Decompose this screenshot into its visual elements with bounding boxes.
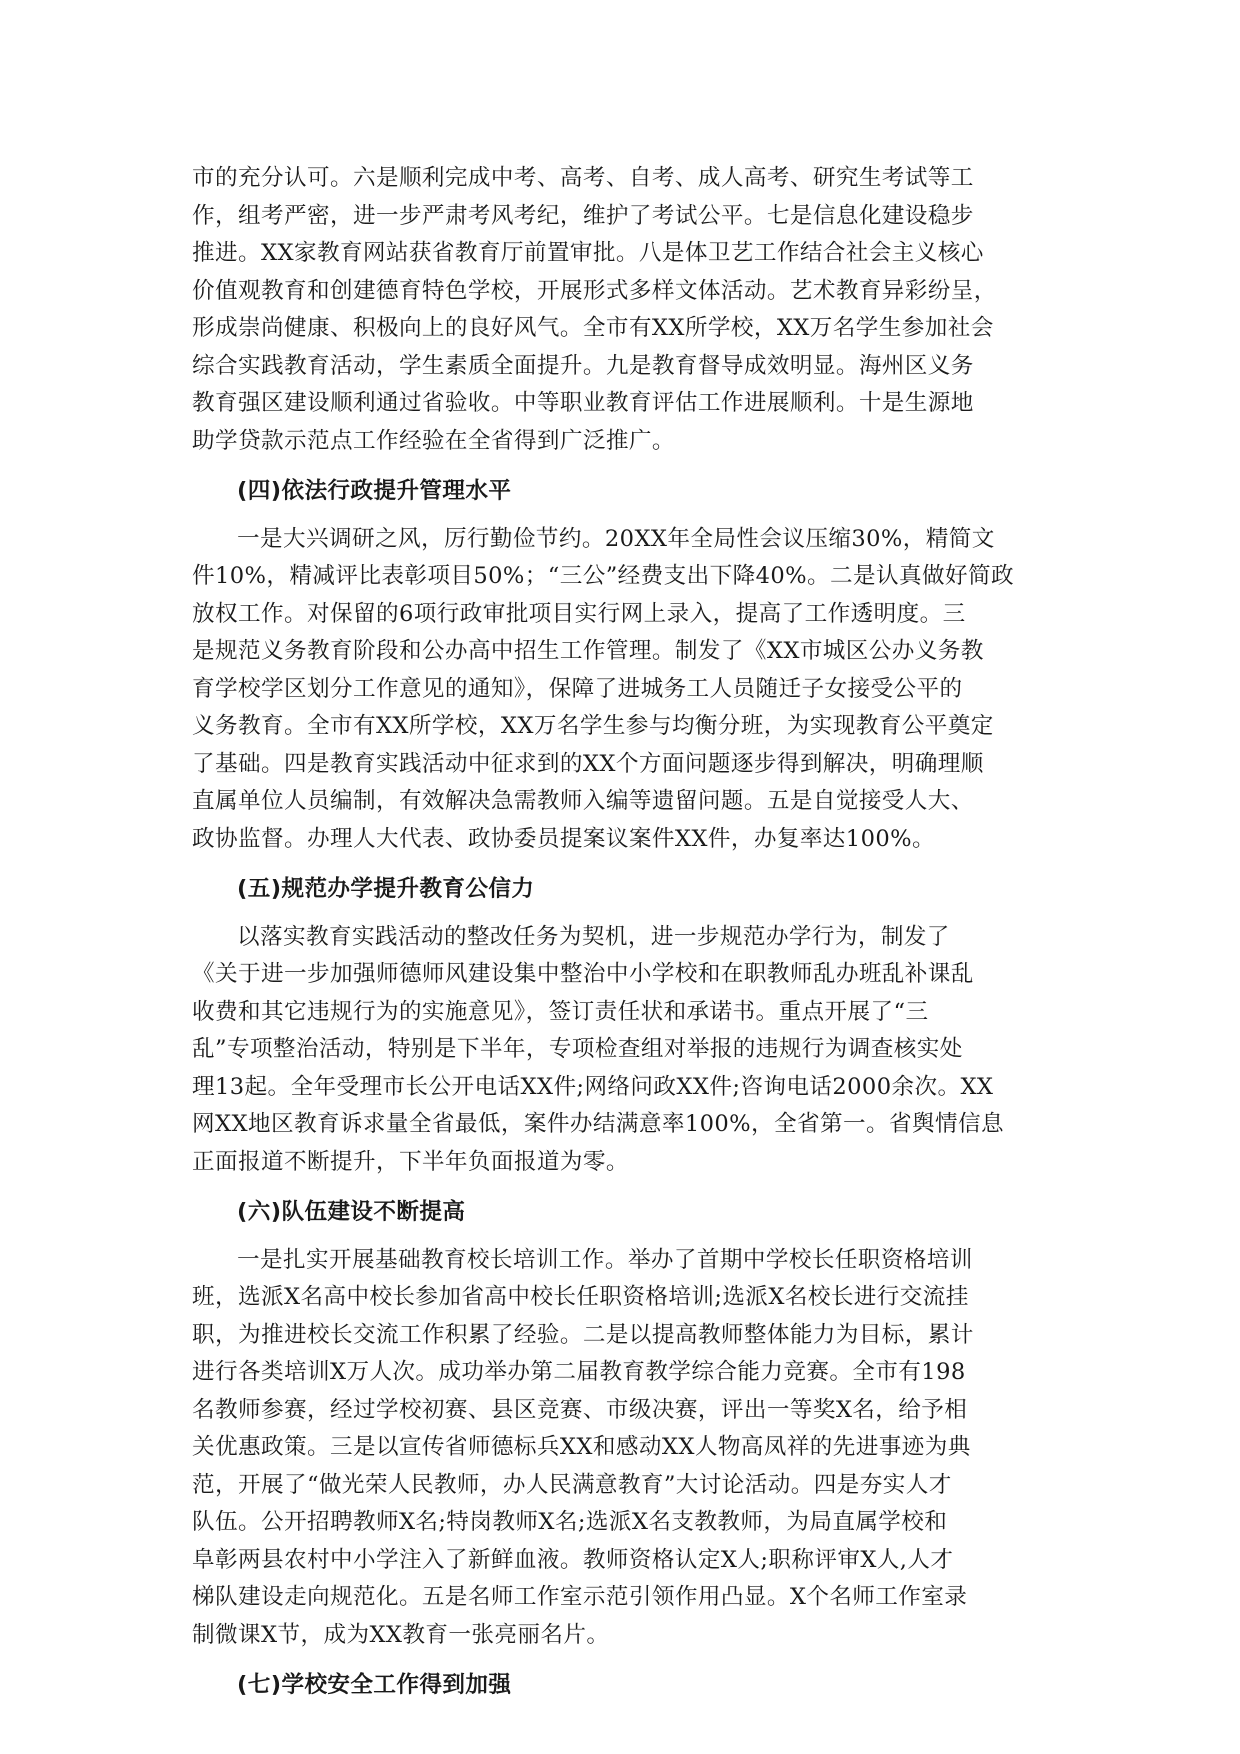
text-line: 形成崇尚健康、积极向上的良好风气。全市有XX所学校，XX万名学生参加社会 — [192, 315, 994, 341]
text-line: 进行各类培训X万人次。成功举办第二届教育教学综合能力竞赛。全市有198 — [192, 1359, 966, 1385]
text-line: 助学贷款示范点工作经验在全省得到广泛推广。 — [192, 427, 675, 454]
text-line: 作，组考严密，进一步严肃考风考纪，维护了考试公平。七是信息化建设稳步 — [192, 202, 974, 229]
text-line: 是规范义务教育阶段和公办高中招生工作管理。制发了《XX市城区公办义务教 — [192, 638, 984, 664]
text-line: 正面报道不断提升，下半年负面报道为零。 — [192, 1148, 629, 1175]
section-heading-6: (六)队伍建设不断提高 — [237, 1199, 466, 1225]
text-line: 收费和其它违规行为的实施意见》，签订责任状和承诺书。重点开展了“三 — [192, 998, 929, 1025]
text-line: 乱”专项整治活动，特别是下半年，专项检查组对举报的违规行为调查核实处 — [192, 1036, 963, 1062]
paragraph-section-4 — [192, 521, 1052, 859]
text-line: 职，为推进校长交流工作积累了经验。二是以提高教师整体能力为目标，累计 — [192, 1321, 974, 1348]
paragraph-section-5 — [192, 919, 1052, 1182]
text-line: 市的充分认可。六是顺利完成中考、高考、自考、成人高考、研究生考试等工 — [192, 165, 974, 191]
text-line: 队伍。公开招聘教师X名;特岗教师X名;选派X名支教教师，为局直属学校和 — [192, 1509, 948, 1535]
section-heading-4: (四)依法行政提升管理水平 — [237, 478, 512, 504]
text-line: 梯队建设走向规范化。五是名师工作室示范引领作用凸显。X个名师工作室录 — [192, 1584, 968, 1610]
text-line: 价值观教育和创建德育特色学校，开展形式多样文体活动。艺术教育异彩纷呈， — [192, 277, 997, 304]
text-line: 直属单位人员编制，有效解决急需教师入编等遗留问题。五是自觉接受人大、 — [192, 788, 974, 814]
text-line: 以落实教育实践活动的整改任务为契机，进一步规范办学行为，制发了 — [237, 923, 950, 950]
text-line: 教育强区建设顺利通过省验收。中等职业教育评估工作进展顺利。十是生源地 — [192, 390, 974, 416]
document-page — [192, 160, 1052, 1705]
section-heading-7: (七)学校安全工作得到加强 — [237, 1672, 512, 1698]
text-line: 政协监督。办理人大代表、政协委员提案议案件XX件，办复率达100%。 — [192, 825, 935, 852]
text-line: 理13起。全年受理市长公开电话XX件;网络问政XX件;咨询电话2000余次。XX — [192, 1073, 994, 1100]
text-line: 义务教育。全市有XX所学校，XX万名学生参与均衡分班，为实现教育公平奠定 — [192, 713, 994, 739]
text-line: 推进。XX家教育网站获省教育厅前置审批。八是体卫艺工作结合社会主义核心 — [192, 240, 984, 266]
text-line: 综合实践教育活动，学生素质全面提升。九是教育督导成效明显。海州区义务 — [192, 352, 974, 379]
text-line: 名教师参赛，经过学校初赛、县区竞赛、市级决赛，评出一等奖X名，给予相 — [192, 1396, 968, 1423]
paragraph-intro — [192, 160, 1052, 460]
text-line: 育学校学区划分工作意见的通知》，保障了进城务工人员随迁子女接受公平的 — [192, 675, 963, 702]
text-line: 网XX地区教育诉求量全省最低，案件办结满意率100%，全省第一。省舆情信息 — [192, 1111, 1004, 1137]
text-line: 了基础。四是教育实践活动中征求到的XX个方面问题逐步得到解决，明确理顺 — [192, 750, 984, 777]
paragraph-section-6 — [192, 1242, 1052, 1655]
text-line: 关优惠政策。三是以宣传省师德标兵XX和感动XX人物高凤祥的先进事迹为典 — [192, 1434, 971, 1460]
text-line: 《关于进一步加强师德师风建设集中整治中小学校和在职教师乱办班乱补课乱 — [192, 961, 974, 987]
section-heading-5: (五)规范办学提升教育公信力 — [237, 876, 535, 902]
text-line: 阜彰两县农村中小学注入了新鲜血液。教师资格认定X人;职称评审X人,人才 — [192, 1546, 954, 1573]
text-line: 一是扎实开展基础教育校长培训工作。举办了首期中学校长任职资格培训 — [237, 1246, 973, 1273]
text-line: 制微课X节，成为XX教育一张亮丽名片。 — [192, 1621, 610, 1648]
text-line: 范，开展了“做光荣人民教师，办人民满意教育”大讨论活动。四是夯实人才 — [192, 1471, 952, 1498]
text-line: 班，选派X名高中校长参加省高中校长任职资格培训;选派X名校长进行交流挂 — [192, 1284, 969, 1310]
text-line: 一是大兴调研之风，厉行勤俭节约。20XX年全局性会议压缩30%，精简文 — [237, 525, 995, 552]
text-line: 放权工作。对保留的6项行政审批项目实行网上录入，提高了工作透明度。三 — [192, 600, 966, 627]
text-line: 件10%，精减评比表彰项目50%；“三公”经费支出下降40%。二是认真做好简政 — [192, 563, 1014, 589]
